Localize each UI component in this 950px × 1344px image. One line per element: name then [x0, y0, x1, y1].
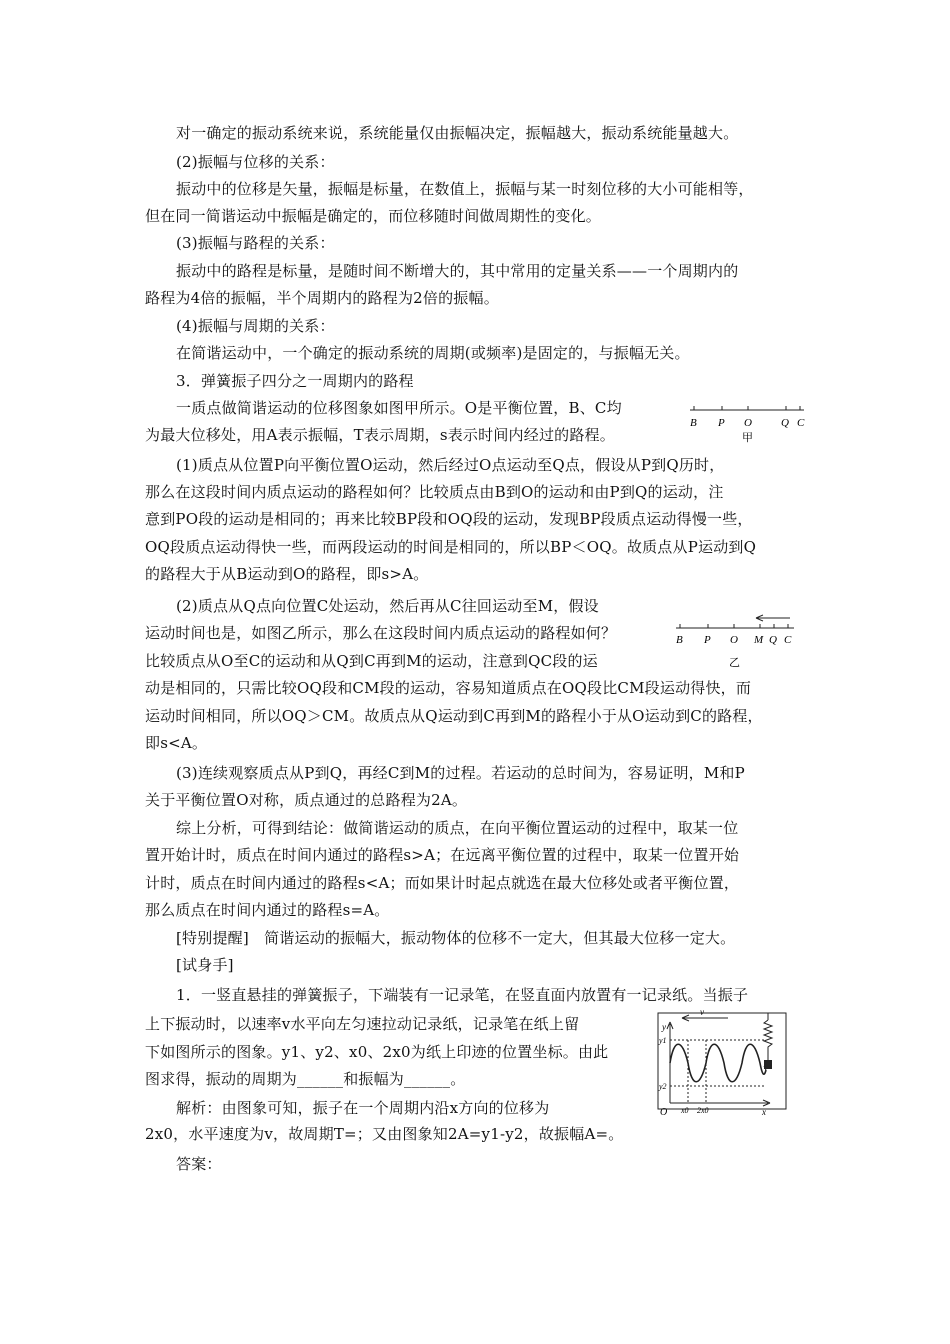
figure-trace-graph	[652, 1006, 792, 1116]
point-label: C	[784, 634, 792, 646]
text-line: 路程为4倍的振幅，半个周期内的路程为2倍的振幅。	[145, 289, 499, 307]
text-line: 振动中的路程是标量，是随时间不断增大的，其中常用的定量关系——一个周期内的	[176, 262, 739, 280]
point-label: P	[718, 417, 725, 429]
section-heading: 3．弹簧振子四分之一周期内的路程	[176, 372, 414, 390]
text-line: 比较质点从O至C的运动和从Q到C再到M的运动，注意到QC段的运	[145, 652, 598, 670]
text-line: 动是相同的，只需比较OQ段和CM段的运动，容易知道质点在OQ段比CM段运动得快，而	[145, 679, 752, 697]
y-axis-label: y	[662, 1022, 666, 1032]
figure-caption: 乙	[729, 657, 740, 669]
question-line: 图求得，振动的周期为______和振幅为______。	[145, 1070, 466, 1088]
text-line: 为最大位移处，用A表示振幅，T表示周期，s表示时间内经过的路程。	[145, 426, 615, 444]
text-line: OQ段质点运动得快一些，而两段运动的时间是相同的，所以BP＜OQ。故质点从P运动到Q	[145, 538, 757, 556]
text-line: 运动时间相同，所以OQ＞CM。故质点从Q运动到C再到M的路程小于从O运动到C的路程，	[145, 707, 763, 725]
question-line: 下如图所示的图象。y1、y2、x0、2x0为纸上印迹的位置坐标。由此	[145, 1043, 609, 1061]
section-heading: [试身手]	[176, 956, 234, 974]
text-line: 运动时间也是，如图乙所示，那么在这段时间内质点运动的路程如何？	[145, 624, 617, 642]
origin-label: O	[660, 1107, 668, 1116]
solution-line: 解析：由图象可知，振子在一个周期内沿x方向的位移为	[176, 1099, 550, 1117]
note-line: [特别提醒] 简谐运动的振幅大，振动物体的位移不一定大，但其最大位移一定大。	[176, 929, 736, 947]
text-line: 意到PO段的运动是相同的；再来比较BP段和OQ段的运动，发现BP段质点运动得慢一些，	[145, 510, 753, 528]
text-line: (2)质点从Q点向位置C处运动，然后再从C往回运动至M，假设	[176, 597, 599, 615]
text-line: (3)连续观察质点从P到Q，再经C到M的过程。若运动的总时间为，容易证明，M和P	[176, 764, 745, 782]
point-label: Q	[781, 417, 789, 429]
text-line: 综上分析，可得到结论：做简谐运动的质点，在向平衡位置运动的过程中，取某一位	[176, 819, 739, 837]
2x0-label: 2x0	[697, 1106, 709, 1115]
point-label: O	[744, 417, 752, 429]
text-line: (1)质点从位置P向平衡位置O运动，然后经过O点运动至Q点，假设从P到Q历时，	[176, 456, 725, 474]
question-line: 1．一竖直悬挂的弹簧振子，下端装有一记录笔，在竖直面内放置有一记录纸。当振子	[176, 986, 749, 1004]
text-line: 计时，质点在时间内通过的路程s<A；而如果计时起点就选在最大位移处或者平衡位置，	[145, 874, 740, 892]
text-line: 那么在这段时间内质点运动的路程如何？比较质点由B到O的运动和由P到Q的运动，注	[145, 483, 724, 501]
point-label: P	[704, 634, 711, 646]
point-label: B	[690, 417, 697, 429]
solution-line: 2x0，水平速度为v，故周期T=；又由图象知2A=y1-y2，故振幅A=。	[145, 1125, 624, 1143]
velocity-label: v	[700, 1007, 704, 1017]
text-line: 对一确定的振动系统来说，系统能量仅由振幅决定，振幅越大，振动系统能量越大。	[176, 124, 739, 142]
x0-label: x0	[681, 1106, 689, 1115]
text-line: 一质点做简谐运动的位移图象如图甲所示。O是平衡位置，B、C均	[176, 399, 622, 417]
y1-label: y1	[659, 1036, 667, 1045]
question-line: 上下振动时，以速率v水平向左匀速拉动记录纸，记录笔在纸上留	[145, 1015, 580, 1033]
point-label: C	[797, 417, 805, 429]
text-line: 那么质点在时间内通过的路程s=A。	[145, 901, 390, 919]
answer-label: 答案：	[176, 1155, 222, 1173]
text-line: 置开始计时，质点在时间内通过的路程s>A；在远离平衡位置的过程中，取某一位置开始	[145, 846, 740, 864]
text-line: 振动中的位移是矢量，振幅是标量，在数值上，振幅与某一时刻位移的大小可能相等，	[176, 180, 754, 198]
figure-jia	[680, 398, 810, 446]
figure-yi	[672, 608, 802, 670]
point-label: B	[676, 634, 683, 646]
text-line: 即s<A。	[145, 734, 208, 752]
text-line: (4)振幅与周期的关系：	[176, 317, 335, 335]
y2-label: y2	[659, 1082, 667, 1091]
text-line: (2)振幅与位移的关系：	[176, 153, 335, 171]
text-line: 在简谐运动中，一个确定的振动系统的周期(或频率)是固定的，与振幅无关。	[176, 344, 690, 362]
text-line: 的路程大于从B运动到O的路程，即s>A。	[145, 565, 429, 583]
point-label: O	[730, 634, 738, 646]
text-line: 但在同一简谐运动中振幅是确定的，而位移随时间做周期性的变化。	[145, 207, 602, 225]
x-axis-label: x	[762, 1107, 766, 1116]
point-label: M	[754, 634, 764, 646]
point-label: Q	[769, 634, 777, 646]
text-line: 关于平衡位置O对称，质点通过的总路程为2A。	[145, 791, 468, 809]
text-line: (3)振幅与路程的关系：	[176, 234, 335, 252]
figure-caption: 甲	[742, 432, 753, 444]
